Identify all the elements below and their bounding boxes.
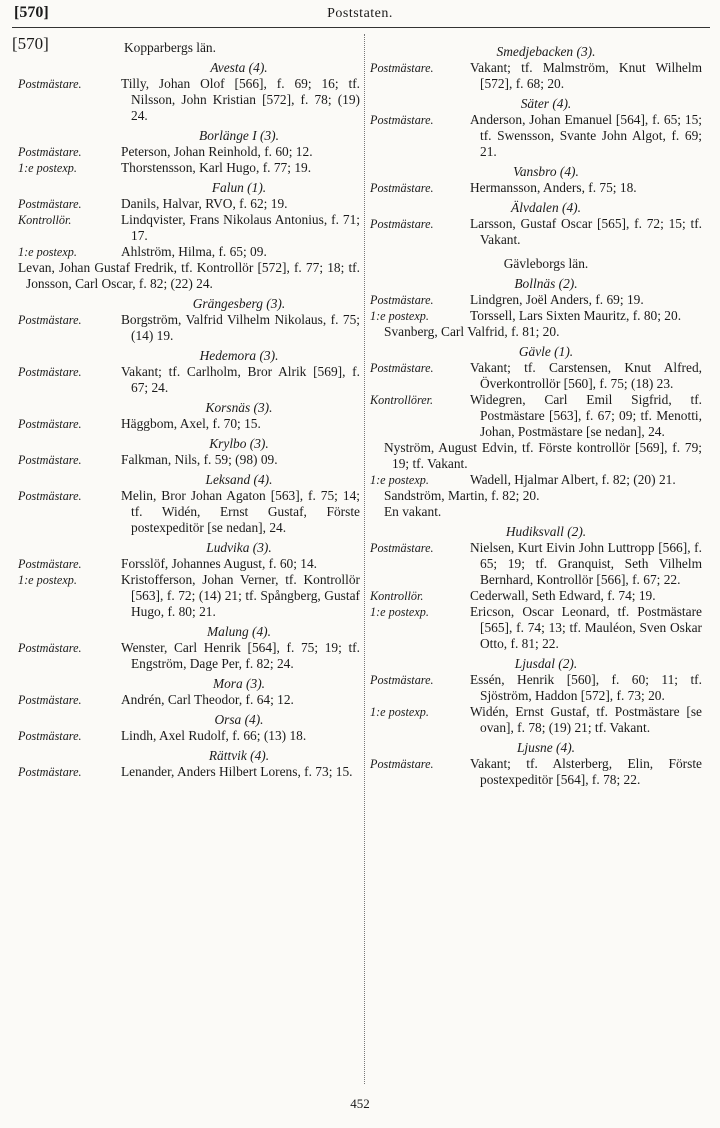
entry-row bbox=[370, 360, 702, 392]
entry-role: 1:e postexp. bbox=[18, 573, 77, 587]
entry-text: Ahlström, Hilma, f. 65; 09. bbox=[121, 244, 267, 259]
county-heading: Kopparbergs län. bbox=[124, 40, 216, 55]
place-heading: Hedemora (3). bbox=[199, 348, 279, 363]
entry-row bbox=[18, 416, 360, 432]
entry-text: Häggbom, Axel, f. 70; 15. bbox=[121, 416, 261, 431]
entry-row bbox=[370, 588, 702, 604]
entry-role: Postmästare. bbox=[18, 365, 82, 379]
left-column-top bbox=[12, 34, 360, 56]
entry-text: Larsson, Gustaf Oscar [565], f. 72; 15; tf. Vakant. bbox=[470, 216, 702, 247]
place-heading: Korsnäs (3). bbox=[205, 400, 273, 415]
entry-text: Vakant; tf. Carlholm, Bror Alrik [569], f. 67; 24. bbox=[121, 364, 360, 395]
place-heading: Ludvika (3). bbox=[206, 540, 272, 555]
entry-role: Postmästare. bbox=[370, 757, 434, 771]
page-number: 452 bbox=[350, 1096, 370, 1111]
entry-row bbox=[18, 488, 360, 536]
entry-row bbox=[370, 540, 702, 588]
entry-text: Melin, Bror Johan Agaton [563], f. 75; 14; tf. Widén, Ernst Gustaf, Förste postexpeditör [se nedan], 24. bbox=[121, 488, 360, 535]
entry-role: Postmästare. bbox=[18, 765, 82, 779]
entry-text: Widén, Ernst Gustaf, tf. Postmästare [se ovan], f. 78; (19) 21; tf. Vakant. bbox=[470, 704, 702, 735]
entry-role: Kontrollör. bbox=[370, 589, 424, 603]
entry-row bbox=[18, 312, 360, 344]
place-heading: Älvdalen (4). bbox=[511, 200, 581, 215]
right-column bbox=[370, 40, 702, 788]
entry-role: 1:e postexp. bbox=[370, 705, 429, 719]
entry-row bbox=[18, 244, 360, 260]
entry-text: En vakant. bbox=[384, 504, 442, 519]
place-heading: Krylbo (3). bbox=[209, 436, 269, 451]
entry-text: Kristofferson, Johan Verner, tf. Kontrollör [563], f. 72; (14) 21; tf. Spångberg, Gustaf Hugo, f. 80; 21. bbox=[121, 572, 360, 619]
entry-text: Wadell, Hjalmar Albert, f. 82; (20) 21. bbox=[470, 472, 676, 487]
entry-row bbox=[18, 160, 360, 176]
entry-row bbox=[18, 212, 360, 244]
entry-text: Forsslöf, Johannes August, f. 60; 14. bbox=[121, 556, 318, 571]
place-heading: Säter (4). bbox=[520, 96, 572, 111]
place-heading: Orsa (4). bbox=[214, 712, 264, 727]
left-column bbox=[12, 34, 360, 780]
entry-role: Postmästare. bbox=[370, 181, 434, 195]
entry-role: 1:e postexp. bbox=[18, 245, 77, 259]
entry-row bbox=[370, 756, 702, 788]
entry-role: Postmästare. bbox=[370, 217, 434, 231]
entry-role: Postmästare. bbox=[18, 77, 82, 91]
entry-role: Postmästare. bbox=[18, 197, 82, 211]
place-heading: Ljusne (4). bbox=[516, 740, 576, 755]
entry-row bbox=[18, 196, 360, 212]
entry-role: Postmästare. bbox=[18, 729, 82, 743]
entry-role: Postmästare. bbox=[370, 113, 434, 127]
place-heading: Grängesberg (3). bbox=[192, 296, 286, 311]
entry-text: Wenster, Carl Henrik [564], f. 75; 19; tf. Engström, Dage Per, f. 82; 24. bbox=[121, 640, 360, 671]
entry-text: Hermansson, Anders, f. 75; 18. bbox=[470, 180, 637, 195]
place-heading: Avesta (4). bbox=[210, 60, 268, 75]
entry-text: Peterson, Johan Reinhold, f. 60; 12. bbox=[121, 144, 313, 159]
entry-text: Sandström, Martin, f. 82; 20. bbox=[384, 488, 540, 503]
header-rule bbox=[12, 27, 710, 28]
header-page-ref: [570] bbox=[14, 4, 49, 21]
entry-role: Postmästare. bbox=[18, 489, 82, 503]
entry-role: 1:e postexp. bbox=[370, 473, 429, 487]
entry-role: Postmästare. bbox=[18, 453, 82, 467]
entry-text: Anderson, Johan Emanuel [564], f. 65; 15; tf. Swensson, Svante John Algot, f. 69; 21. bbox=[470, 112, 702, 159]
entry-row bbox=[18, 364, 360, 396]
entry-text: Lenander, Anders Hilbert Lorens, f. 73; 15. bbox=[121, 764, 353, 779]
entry-text: Vakant; tf. Carstensen, Knut Alfred, Överkontrollör [560], f. 75; (18) 23. bbox=[470, 360, 702, 391]
entry-row bbox=[370, 308, 702, 324]
county-heading-right: Gävleborgs län. bbox=[503, 256, 589, 271]
entry-row bbox=[18, 764, 360, 780]
entry-text: Levan, Johan Gustaf Fredrik, tf. Kontrollör [572], f. 77; 18; tf. Jonsson, Carl Oscar, f. 82; (22) 24. bbox=[18, 260, 360, 291]
entry-role: Postmästare. bbox=[370, 361, 434, 375]
entry-row bbox=[370, 292, 702, 308]
place-heading: Mora (3). bbox=[212, 676, 266, 691]
place-heading: Ljusdal (2). bbox=[514, 656, 578, 671]
entry-row bbox=[370, 392, 702, 440]
entry-text: Torssell, Lars Sixten Mauritz, f. 80; 20. bbox=[470, 308, 682, 323]
page-header bbox=[0, 0, 720, 26]
header-title: Poststaten. bbox=[327, 6, 393, 21]
place-heading: Malung (4). bbox=[207, 624, 271, 639]
left-blocks bbox=[18, 60, 360, 780]
entry-row bbox=[18, 572, 360, 620]
entry-role: 1:e postexp. bbox=[18, 161, 77, 175]
entry-row bbox=[18, 144, 360, 160]
entry-role: 1:e postexp. bbox=[370, 605, 429, 619]
section-marker: [570] bbox=[12, 34, 49, 53]
entry-row bbox=[370, 112, 702, 160]
place-heading: Borlänge I (3). bbox=[199, 128, 279, 143]
place-heading: Smedjebacken (3). bbox=[496, 44, 596, 59]
entry-row bbox=[370, 216, 702, 248]
entry-text: Borgström, Valfrid Vilhelm Nikolaus, f. 75; (14) 19. bbox=[121, 312, 360, 343]
entry-row bbox=[370, 60, 702, 92]
entry-text: Thorstensson, Karl Hugo, f. 77; 19. bbox=[121, 160, 312, 175]
entry-row bbox=[18, 640, 360, 672]
place-heading: Bollnäs (2). bbox=[514, 276, 578, 291]
entry-text: Vakant; tf. Alsterberg, Elin, Förste postexpeditör [564], f. 78; 22. bbox=[470, 756, 702, 787]
entry-role: Kontrollör. bbox=[18, 213, 72, 227]
entry-text: Lindh, Axel Rudolf, f. 66; (13) 18. bbox=[121, 728, 307, 743]
entry-row bbox=[370, 180, 702, 196]
entry-text: Cederwall, Seth Edward, f. 74; 19. bbox=[470, 588, 656, 603]
entry-role: 1:e postexp. bbox=[370, 309, 429, 323]
place-heading: Gävle (1). bbox=[518, 344, 574, 359]
column-divider bbox=[364, 34, 365, 1084]
place-heading: Leksand (4). bbox=[205, 472, 273, 487]
right-blocks-2 bbox=[370, 276, 702, 788]
entry-text: Nyström, August Edvin, tf. Förste kontrollör [569], f. 79; 19; tf. Vakant. bbox=[384, 440, 702, 471]
entry-role: Postmästare. bbox=[18, 557, 82, 571]
entry-role: Postmästare. bbox=[370, 293, 434, 307]
entry-row bbox=[18, 76, 360, 124]
entry-text: Essén, Henrik [560], f. 60; 11; tf. Sjöström, Haddon [572], f. 73; 20. bbox=[470, 672, 702, 703]
entry-role: Postmästare. bbox=[370, 61, 434, 75]
entry-text: Lindgren, Joël Anders, f. 69; 19. bbox=[470, 292, 644, 307]
entry-text: Nielsen, Kurt Eivin John Luttropp [566], f. 65; 19; tf. Granquist, Seth Vilhelm Bernhard, Kontrollör [566], f. 67; 22. bbox=[470, 540, 702, 587]
entry-text: Svanberg, Carl Valfrid, f. 81; 20. bbox=[384, 324, 560, 339]
place-heading: Rättvik (4). bbox=[208, 748, 270, 763]
place-heading: Vansbro (4). bbox=[513, 164, 579, 179]
entry-row bbox=[18, 728, 360, 744]
entry-text: Danils, Halvar, RVO, f. 62; 19. bbox=[121, 196, 288, 211]
entry-text: Andrén, Carl Theodor, f. 64; 12. bbox=[121, 692, 294, 707]
entry-role: Postmästare. bbox=[18, 145, 82, 159]
entry-role: Kontrollörer. bbox=[370, 393, 434, 407]
entry-row bbox=[18, 556, 360, 572]
entry-role: Postmästare. bbox=[18, 417, 82, 431]
entry-text: Widegren, Carl Emil Sigfrid, tf. Postmästare [563], f. 67; 09; tf. Menotti, Johan, Postmästare [se nedan], 24. bbox=[470, 392, 702, 439]
entry-row bbox=[370, 604, 702, 652]
entry-row bbox=[370, 704, 702, 736]
entry-text: Falkman, Nils, f. 59; (98) 09. bbox=[121, 452, 278, 467]
entry-role: Postmästare. bbox=[18, 313, 82, 327]
entry-row bbox=[18, 692, 360, 708]
entry-row bbox=[370, 472, 702, 488]
place-heading: Falun (1). bbox=[211, 180, 267, 195]
entry-row bbox=[18, 452, 360, 468]
entry-role: Postmästare. bbox=[370, 541, 434, 555]
place-heading: Hudiksvall (2). bbox=[505, 524, 587, 539]
entry-text: Vakant; tf. Malmström, Knut Wilhelm [572], f. 68; 20. bbox=[470, 60, 702, 91]
entry-role: Postmästare. bbox=[18, 641, 82, 655]
entry-text: Lindqvister, Frans Nikolaus Antonius, f. 71; 17. bbox=[121, 212, 360, 243]
entry-role: Postmästare. bbox=[18, 693, 82, 707]
entry-row bbox=[370, 672, 702, 704]
entry-text: Tilly, Johan Olof [566], f. 69; 16; tf. Nilsson, John Kristian [572], f. 78; (19) 24. bbox=[121, 76, 360, 123]
entry-role: Postmästare. bbox=[370, 673, 434, 687]
right-blocks-1 bbox=[370, 44, 702, 248]
entry-text: Ericson, Oscar Leonard, tf. Postmästare [565], f. 74; 13; tf. Mauléon, Sven Oskar Otto, f. 81; 22. bbox=[470, 604, 702, 651]
